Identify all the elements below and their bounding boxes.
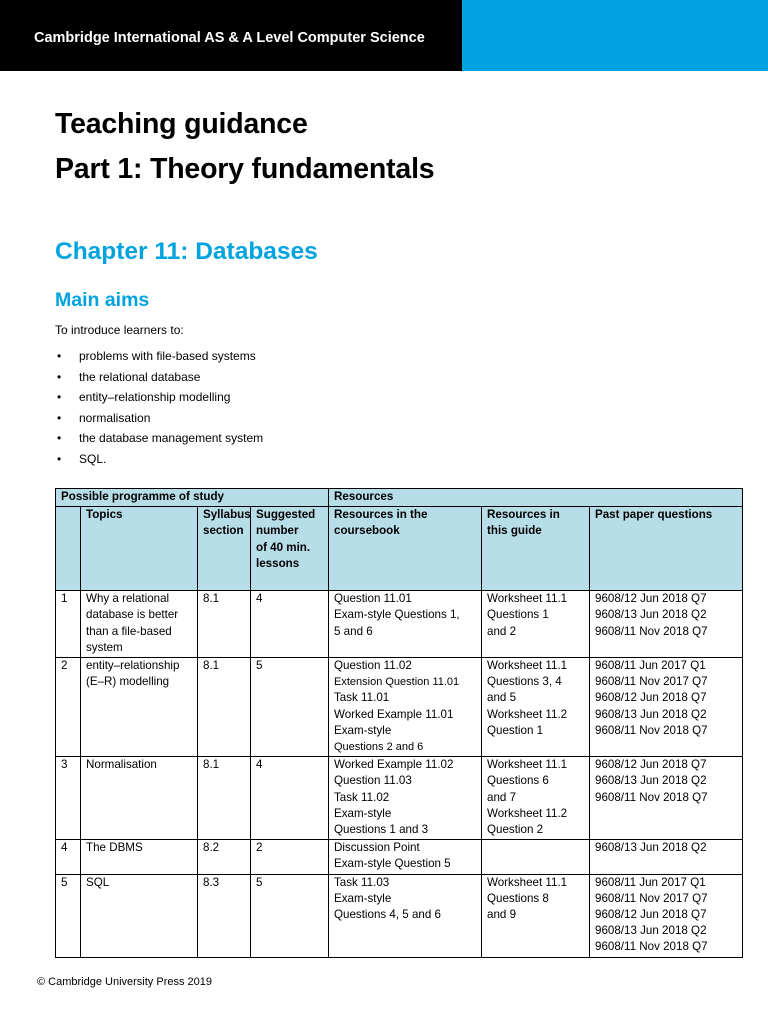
past-papers-cell-line: 9608/13 Jun 2018 Q2 (595, 841, 707, 855)
chapter-heading: Chapter 11: Databases (55, 238, 318, 265)
syllabus-cell-value: 8.1 (203, 592, 220, 606)
topic-cell-line: Why a relational (86, 592, 170, 606)
syllabus-cell-value: 8.2 (203, 841, 220, 855)
aim-list-item (55, 429, 263, 450)
past-papers-cell-line: 9608/11 Nov 2017 Q7 (595, 891, 708, 905)
guide-cell-line: Worksheet 11.1 (487, 592, 568, 606)
aim-list-item (55, 409, 263, 430)
guide-cell (482, 840, 590, 874)
guide-cell-line: Questions 6 (487, 774, 549, 788)
topic-cell-line: SQL (86, 875, 110, 889)
guide-cell (482, 757, 590, 840)
column-header-lessons-line: number (256, 524, 299, 538)
guide-cell (482, 591, 590, 658)
guide-cell-line: Worksheet 11.2 (487, 806, 568, 820)
document-title-line-1: Teaching guidance (55, 108, 308, 140)
guide-cell-line: Worksheet 11.2 (487, 707, 568, 721)
past-papers-cell-line: 9608/11 Nov 2018 Q7 (595, 723, 708, 737)
coursebook-cell (329, 840, 482, 874)
topic-cell-line: system (86, 640, 123, 654)
table-row (56, 840, 743, 874)
topic-cell (81, 591, 198, 658)
coursebook-cell-line: Extension Question 11.01 (334, 676, 460, 689)
past-papers-cell-line: 9608/13 Jun 2018 Q2 (595, 608, 707, 622)
past-papers-cell-line: 9608/11 Jun 2017 Q1 (595, 875, 706, 889)
column-header-past-papers (590, 507, 743, 591)
syllabus-cell (198, 757, 251, 840)
resources-group-header: Resources (329, 489, 743, 507)
guide-cell-line: and 2 (487, 624, 517, 638)
header-blue-band (462, 0, 768, 71)
main-aims-heading: Main aims (55, 289, 150, 311)
table-row (56, 658, 743, 757)
past-papers-cell-line: 9608/11 Nov 2017 Q7 (595, 675, 708, 689)
table-row (56, 591, 743, 658)
guide-cell-line: Questions 8 (487, 891, 549, 905)
bullet-icon: • (57, 410, 62, 425)
aim-text: normalisation (79, 410, 151, 425)
coursebook-cell (329, 658, 482, 757)
topic-cell (81, 658, 198, 757)
topic-cell (81, 757, 198, 840)
bullet-icon: • (57, 431, 62, 446)
column-header-syllabus-line: Syllabus (203, 508, 251, 522)
guide-cell-line: Question 2 (487, 823, 544, 837)
bullet-icon: • (57, 390, 62, 405)
column-header-coursebook (329, 507, 482, 591)
topic-cell-line: entity–relationship (86, 659, 180, 673)
guide-cell-line: Question 1 (487, 723, 544, 737)
lessons-cell-value: 5 (256, 875, 263, 889)
aim-list-item (55, 347, 263, 368)
page-header (0, 0, 768, 71)
header-title: Cambridge International AS & A Level Computer Science (34, 30, 425, 46)
past-papers-cell-line: 9608/11 Jun 2017 Q1 (595, 659, 706, 673)
row-number-cell-value: 2 (61, 659, 68, 673)
guide-cell-line: Worksheet 11.1 (487, 875, 568, 889)
coursebook-cell-line: Exam-style (334, 806, 392, 820)
programme-group-header: Possible programme of study (56, 489, 329, 507)
guide-cell-line: and 5 (487, 691, 517, 705)
row-number-cell-value: 1 (61, 592, 68, 606)
coursebook-cell (329, 591, 482, 658)
bullet-icon: • (57, 451, 62, 466)
past-papers-cell-line: 9608/12 Jun 2018 Q7 (595, 908, 707, 922)
bullet-icon: • (57, 369, 62, 384)
aim-text: entity–relationship modelling (79, 390, 231, 405)
row-number-cell (56, 757, 81, 840)
aim-text: the database management system (79, 431, 264, 446)
topic-cell-line: than a file-based (86, 624, 172, 638)
lessons-cell-value: 5 (256, 659, 263, 673)
past-papers-cell (590, 591, 743, 658)
row-number-cell (56, 874, 81, 957)
guide-cell-line: Worksheet 11.1 (487, 659, 568, 673)
aim-list-item (55, 388, 263, 409)
column-header-coursebook-line: coursebook (334, 524, 400, 538)
row-number-cell (56, 658, 81, 757)
syllabus-cell-value: 8.1 (203, 659, 220, 673)
topic-cell-line: database is better (86, 608, 179, 622)
past-papers-cell-line: 9608/11 Nov 2018 Q7 (595, 790, 708, 804)
lessons-cell-value: 2 (256, 841, 263, 855)
coursebook-cell-line: Questions 2 and 6 (334, 741, 424, 754)
table-row (56, 757, 743, 840)
column-header-guide-line: Resources in (487, 508, 560, 522)
lessons-cell (251, 874, 329, 957)
past-papers-cell-line: 9608/12 Jun 2018 Q7 (595, 592, 707, 606)
guide-cell-line: Questions 1 (487, 608, 549, 622)
past-papers-cell (590, 658, 743, 757)
lessons-cell-value: 4 (256, 758, 263, 772)
guide-cell-line: Worksheet 11.1 (487, 758, 568, 772)
row-number-cell (56, 840, 81, 874)
programme-table (55, 488, 743, 958)
column-header-lessons-line: Suggested (256, 508, 316, 522)
aim-text: problems with file-based systems (79, 349, 256, 363)
column-header-coursebook-line: Resources in the (334, 508, 428, 522)
copyright-footer: © Cambridge University Press 2019 (37, 976, 213, 988)
lessons-cell (251, 757, 329, 840)
topic-cell (81, 874, 198, 957)
aim-list-item (55, 450, 263, 471)
row-number-cell-value: 4 (61, 841, 68, 855)
coursebook-cell-line: Task 11.01 (334, 691, 390, 705)
syllabus-cell-value: 8.3 (203, 875, 220, 889)
topic-cell (81, 840, 198, 874)
coursebook-cell-line: Exam-style (334, 891, 392, 905)
lessons-cell (251, 840, 329, 874)
coursebook-cell-line: 5 and 6 (334, 624, 373, 638)
past-papers-cell-line: 9608/13 Jun 2018 Q2 (595, 774, 707, 788)
past-papers-cell (590, 874, 743, 957)
coursebook-cell-line: Task 11.02 (334, 790, 390, 804)
column-header-topics-label: Topics (86, 508, 123, 522)
past-papers-cell-line: 9608/11 Nov 2018 Q7 (595, 624, 708, 638)
column-header-lessons (251, 507, 329, 591)
coursebook-cell (329, 874, 482, 957)
syllabus-cell (198, 874, 251, 957)
row-number-cell (56, 591, 81, 658)
column-header-lessons-line: lessons (256, 556, 300, 570)
coursebook-cell-line: Question 11.01 (334, 592, 412, 606)
column-header-guide (482, 507, 590, 591)
coursebook-cell-line: Worked Example 11.02 (334, 758, 454, 772)
coursebook-cell (329, 757, 482, 840)
past-papers-cell (590, 757, 743, 840)
guide-cell-line: Questions 3, 4 (487, 675, 562, 689)
coursebook-cell-line: Worked Example 11.01 (334, 707, 454, 721)
past-papers-cell-line: 9608/13 Jun 2018 Q2 (595, 924, 707, 938)
coursebook-cell-line: Task 11.03 (334, 875, 390, 889)
guide-cell-line: and 9 (487, 908, 517, 922)
topic-cell-line: Normalisation (86, 758, 157, 772)
syllabus-cell (198, 591, 251, 658)
column-header-syllabus (198, 507, 251, 591)
past-papers-cell-line: 9608/11 Nov 2018 Q7 (595, 940, 708, 954)
topic-cell-line: (E–R) modelling (86, 675, 170, 689)
lessons-cell-value: 4 (256, 592, 263, 606)
document-title-line-2: Part 1: Theory fundamentals (55, 153, 435, 185)
guide-cell (482, 658, 590, 757)
past-papers-cell-line: 9608/13 Jun 2018 Q2 (595, 707, 707, 721)
column-header-number (56, 507, 81, 591)
row-number-cell-value: 5 (61, 875, 68, 889)
lessons-cell (251, 591, 329, 658)
past-papers-cell (590, 840, 743, 874)
table-group-header-row (56, 489, 743, 507)
coursebook-cell-line: Question 11.02 (334, 659, 412, 673)
coursebook-cell-line: Questions 1 and 3 (334, 823, 429, 837)
row-number-cell-value: 3 (61, 758, 68, 772)
past-papers-cell-line: 9608/12 Jun 2018 Q7 (595, 691, 707, 705)
guide-cell (482, 874, 590, 957)
column-header-guide-line: this guide (487, 524, 542, 538)
syllabus-cell-value: 8.1 (203, 758, 220, 772)
main-aims-list (55, 347, 263, 471)
syllabus-cell (198, 658, 251, 757)
guide-cell-line: and 7 (487, 790, 517, 804)
bullet-icon: • (57, 349, 62, 363)
coursebook-cell-line: Exam-style (334, 723, 392, 737)
aim-list-item (55, 368, 263, 389)
past-papers-cell-line: 9608/12 Jun 2018 Q7 (595, 758, 707, 772)
coursebook-cell-line: Discussion Point (334, 841, 420, 855)
main-aims-intro: To introduce learners to: (55, 323, 184, 337)
aim-text: the relational database (79, 369, 201, 384)
aim-text: SQL. (79, 451, 107, 466)
coursebook-cell-line: Exam-style Questions 1, (334, 608, 460, 622)
column-header-past-label: Past paper questions (595, 508, 713, 522)
column-header-topics (81, 507, 198, 591)
syllabus-cell (198, 840, 251, 874)
coursebook-cell-line: Questions 4, 5 and 6 (334, 908, 441, 922)
column-header-syllabus-line: section (203, 524, 244, 538)
topic-cell-line: The DBMS (86, 841, 143, 855)
coursebook-cell-line: Question 11.03 (334, 774, 412, 788)
lessons-cell (251, 658, 329, 757)
column-header-lessons-line: of 40 min. (256, 540, 311, 554)
coursebook-cell-line: Exam-style Question 5 (334, 857, 451, 871)
table-column-header-row (56, 507, 743, 591)
table-row (56, 874, 743, 957)
